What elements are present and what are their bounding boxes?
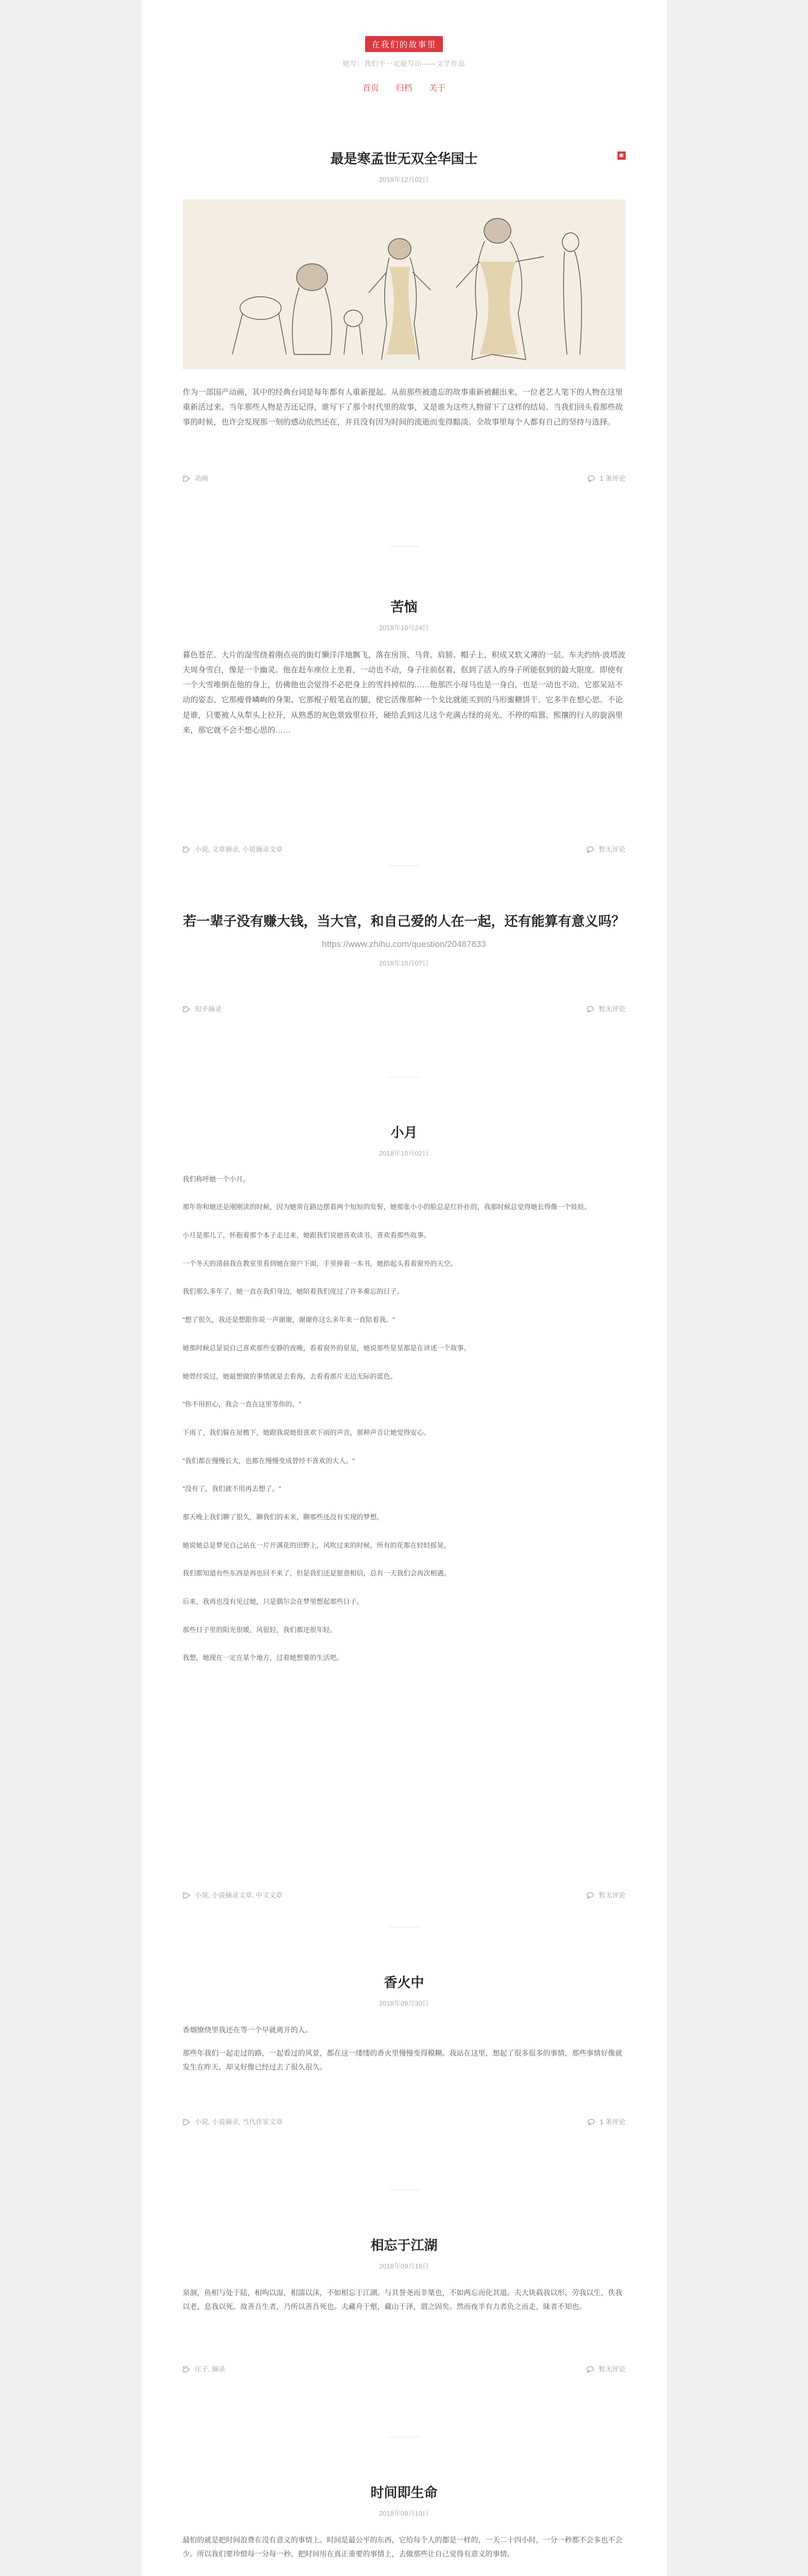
post-date: 2018年10月02日 bbox=[379, 1149, 429, 1157]
post-date: 2018年10月07日 bbox=[379, 959, 429, 967]
post-tags[interactable] bbox=[183, 844, 283, 855]
comment-icon bbox=[588, 476, 595, 482]
post-body bbox=[183, 2023, 626, 2075]
post-comments[interactable] bbox=[587, 844, 626, 855]
post-meta bbox=[183, 473, 626, 484]
site-header bbox=[183, 0, 626, 93]
post-comments-text[interactable]: 暂无评论 bbox=[598, 1005, 626, 1013]
post-meta bbox=[183, 2364, 626, 2375]
post-date: 2018年09月30日 bbox=[379, 1999, 429, 2007]
post bbox=[183, 1973, 626, 2128]
post-paragraph: "没有了，我们就不用再去想了。" bbox=[182, 1485, 281, 1493]
post-comments-text[interactable]: 1 条评论 bbox=[599, 2118, 626, 2126]
comment-icon bbox=[587, 846, 594, 853]
post-meta bbox=[183, 1890, 626, 1901]
post-paragraph: 那年你和她还是刚刚读的时候，因为她常在路边摆着两个短短的发髻，她那张小小的脸总是红扑扑的，我那时候总觉得她长得像一个娃娃。 bbox=[182, 1203, 591, 1211]
post-tags[interactable] bbox=[183, 473, 209, 484]
post-tags-text[interactable]: 小说, 小说摘录文章, 中文文章 bbox=[195, 1891, 283, 1899]
comment-icon bbox=[587, 1892, 594, 1899]
post bbox=[183, 149, 626, 484]
tag-icon bbox=[183, 476, 190, 482]
post-paragraph: 那天晚上我们聊了很久，聊我们的未来，聊那些还没有实现的梦想。 bbox=[182, 1513, 384, 1521]
post-tags[interactable] bbox=[183, 2116, 283, 2128]
site-logo[interactable]: 在我们的故事里 bbox=[365, 36, 442, 52]
sticky-pin-icon: ✱ bbox=[617, 151, 626, 160]
post-title[interactable]: 若一辈子没有赚大钱，当大官，和自己爱的人在一起，还有能算有意义吗？ bbox=[183, 914, 625, 929]
post-title[interactable]: 时间即生命 bbox=[370, 2485, 438, 2500]
tag-icon bbox=[183, 1892, 190, 1899]
post-tags-text[interactable]: 小说, 文章摘录, 小说摘录文章 bbox=[195, 845, 283, 853]
page bbox=[142, 0, 667, 2576]
tag-icon bbox=[183, 1006, 190, 1012]
comment-icon bbox=[588, 2119, 595, 2125]
post-paragraph: 香烟缭绕里我还在等一个早就离开的人。 bbox=[182, 2025, 313, 2034]
post-comments[interactable] bbox=[587, 1004, 626, 1015]
post-tags-text[interactable]: 小说, 小说摘录, 当代作家文章 bbox=[195, 2118, 283, 2126]
post-date: 2018年09月16日 bbox=[379, 2262, 429, 2270]
post-title[interactable]: 香火中 bbox=[384, 1975, 424, 1990]
post-title[interactable]: 小月 bbox=[390, 1125, 418, 1140]
post-paragraph: 她曾经说过，她最想做的事情就是去看海，去看看那片无边无际的蓝色。 bbox=[182, 1372, 397, 1380]
post-paragraph: 她那时候总是说自己喜欢那些安静的夜晚，看着窗外的星星，她说那些星星都是在讲述一个故事。 bbox=[182, 1344, 471, 1352]
post-body bbox=[183, 2286, 626, 2314]
post-paragraph: 后来，我再也没有见过她，只是偶尔会在梦里想起那些日子。 bbox=[182, 1598, 364, 1605]
post bbox=[183, 2236, 626, 2375]
post-paragraph: "你不用担心，我会一直在这里等你的。" bbox=[182, 1400, 301, 1409]
post-date: 2018年12月02日 bbox=[379, 175, 429, 183]
post-paragraph: 最怕的就是把时间浪费在没有意义的事情上。时间是最公平的东西，它给每个人的都是一样的，一天二十四小时，一分一秒都不会多也不会少。所以我们要珍惜每一分每一秒，把时间用在真正重要的事情上，去做那些让自己觉得有意义的事情。 bbox=[182, 2535, 623, 2558]
tag-icon bbox=[183, 2366, 190, 2372]
post-comments[interactable] bbox=[588, 2116, 625, 2128]
post-meta bbox=[183, 2116, 626, 2128]
post-paragraph: 作为一部国产动画，其中的经典台词是每年都有人重新提起。从前那些被遗忘的故事重新被翻出来，一位老艺人笔下的人物在这里重新活过来。当年那些人物是否还记得，谁写下了那个时代里的故事，又是谁为这些人物留下了这样的结局。当我们回头看那些故事的时候，也许会发现那一刻的感动依然还在，并且没有因为时间的流逝而变得黯淡。全故事里每个人都有自己的坚持与选择。 bbox=[182, 387, 623, 427]
post-body bbox=[183, 648, 626, 738]
nav-item-about[interactable]: 关于 bbox=[428, 84, 445, 93]
post bbox=[183, 912, 626, 1015]
post-title[interactable]: 最是寒孟世无双全华国士 bbox=[330, 151, 478, 166]
post-title[interactable]: 苦恼 bbox=[390, 600, 418, 615]
post-comments-text[interactable]: 1 条评论 bbox=[599, 474, 626, 482]
post bbox=[183, 2483, 626, 2576]
post bbox=[183, 1123, 626, 1901]
post-paragraph: 暮色苍茫。大片的湿雪绕着刚点亮的街灯懒洋洋地飘飞，落在房顶、马背、肩膀、帽子上，积成又软又薄的一层。车夫约纳·波塔波夫周身雪白，像是一个幽灵。他在赶车座位上坐着，一动也不动，身子往前伛着，伛到了活人的身子所能伛到的最大限度。即使有一个大雪堆倒在他的身上，仿佛他也会觉得不必把身上的雪抖掉似的……他那匹小母马也是一身白，也是一动也不动。它那呆站不动的姿态、它那瘦骨嶙峋的身架、它那棍子般笔直的腿，使它活像那种一个戈比就能买到的马形蜜糖饼干。它多半在想心思。不论是谁，只要被人从犁头上拉开，从熟悉的灰色景致里拉开，硬给丢到这儿这个充满古怪的亮光、不停的喧嚣、熙攘的行人的旋涡里来，那它就不会不想心思的…… bbox=[182, 650, 626, 735]
post-meta bbox=[183, 844, 626, 855]
post-paragraph: 一个冬天的清晨我在教室里看到她在窗户下面，手里捧着一本书，她抬起头看着窗外的天空。 bbox=[182, 1259, 457, 1267]
post-paragraph: 我想，她现在一定在某个地方，过着她想要的生活吧。 bbox=[182, 1654, 343, 1662]
post-date: 2018年09月10日 bbox=[379, 2509, 429, 2517]
comment-icon bbox=[587, 1006, 594, 1012]
post-body bbox=[183, 2533, 626, 2562]
post-paragraph: 我们那么多年了，她一直在我们身边，她陪着我们度过了许多难忘的日子。 bbox=[182, 1287, 404, 1296]
post-paragraph: 小月是那儿了，怀抱着那个本子走过来，她跟我们说她喜欢读书，喜欢看那些故事。 bbox=[182, 1231, 431, 1240]
post bbox=[183, 598, 626, 855]
post-paragraph: 我们称呼她一个小月。 bbox=[182, 1175, 250, 1183]
post-comments-text[interactable]: 暂无评论 bbox=[598, 1891, 626, 1899]
post-tags-text[interactable]: 知乎摘录 bbox=[195, 1005, 222, 1013]
post-meta bbox=[183, 1004, 626, 1015]
nav-item-archive[interactable]: 归档 bbox=[396, 84, 412, 93]
tag-icon bbox=[183, 2119, 190, 2125]
post-date: 2018年10月24日 bbox=[379, 623, 429, 632]
nav-item-home[interactable]: 首页 bbox=[363, 84, 380, 93]
post-tags[interactable] bbox=[183, 1004, 222, 1015]
post-tags[interactable] bbox=[183, 2364, 226, 2375]
post-body bbox=[183, 936, 626, 953]
main-nav bbox=[183, 81, 626, 93]
post-comments[interactable] bbox=[588, 473, 625, 484]
post-paragraph: 我们都知道有些东西是再也回不来了，但是我们还是愿意相信，总有一天我们会再次相遇。 bbox=[182, 1569, 451, 1578]
post-tags[interactable] bbox=[183, 1890, 283, 1901]
comment-icon bbox=[587, 2366, 594, 2372]
post-body bbox=[183, 385, 626, 430]
post-comments-text[interactable]: 暂无评论 bbox=[598, 2365, 626, 2373]
post-paragraph: 那些日子里的阳光很暖，风很轻，我们都还很年轻。 bbox=[182, 1625, 337, 1634]
post-divider bbox=[389, 546, 420, 547]
post-paragraph: "我们都在慢慢长大，也都在慢慢变成曾经不喜欢的大人。" bbox=[182, 1456, 355, 1465]
post-paragraph: 泉涸，鱼相与处于陆，相呴以湿，相濡以沫，不如相忘于江湖。与其誉尧而非桀也，不如两忘而化其道。夫大块载我以形，劳我以生，佚我以老，息我以死。故善吾生者，乃所以善吾死也。夫藏舟于壑，藏山于泽，谓之固矣。然而夜半有力者负之而走，昧者不知也。 bbox=[182, 2288, 623, 2311]
post-paragraph: 她说她总是梦见自己站在一片开满花的田野上，风吹过来的时候，所有的花都在轻轻摇晃。 bbox=[182, 1541, 451, 1549]
post-link[interactable]: https://www.zhihu.com/question/20487833 bbox=[322, 939, 486, 949]
post-tags-text[interactable]: 动画 bbox=[195, 474, 209, 482]
post-body bbox=[183, 1173, 626, 1665]
post-illustration bbox=[183, 199, 626, 369]
post-comments-text[interactable]: 暂无评论 bbox=[598, 845, 626, 853]
post-paragraph: "想了很久，我还是想跟你说一声谢谢，谢谢你这么多年来一直陪着我。" bbox=[182, 1316, 395, 1324]
post-title[interactable]: 相忘于江湖 bbox=[370, 2238, 438, 2253]
post-comments[interactable] bbox=[587, 1890, 626, 1901]
post-tags-text[interactable]: 庄子, 摘录 bbox=[195, 2365, 226, 2373]
site-tagline: 她写：我们不一定能写出——文学作品 bbox=[342, 60, 466, 67]
post-paragraph: 那些年我们一起走过的路，一起看过的风景，都在这一缕缕的香火里慢慢变得模糊。我站在这里，想起了很多很多的事情，那些事情好像就发生在昨天，却又好像已经过去了很久很久。 bbox=[182, 2048, 623, 2072]
post-paragraph: 下雨了，我们躲在屋檐下，她跟我说她很喜欢下雨的声音，那种声音让她觉得安心。 bbox=[182, 1428, 431, 1436]
post-comments[interactable] bbox=[587, 2364, 626, 2375]
tag-icon bbox=[183, 846, 190, 853]
